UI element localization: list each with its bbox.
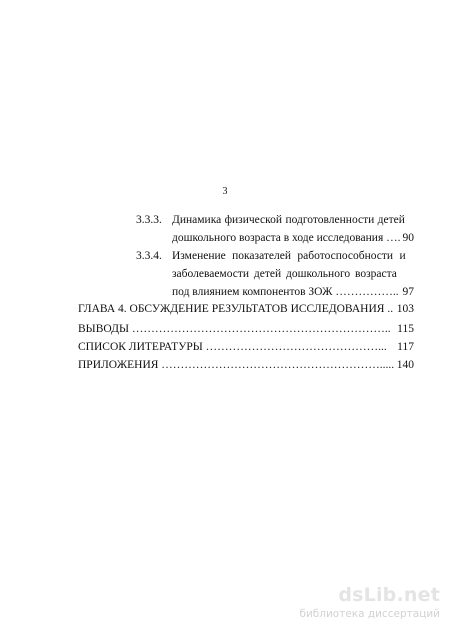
toc-entry-3-3-4-cont [172, 267, 414, 281]
toc-page-number: 117 [397, 341, 414, 353]
toc-entry-title-line: заболеваемости детей дошкольного возраста [172, 268, 397, 280]
dslib-watermark [300, 584, 440, 624]
toc-entry-number: 3.3.4. [136, 250, 162, 262]
watermark-subtitle: библиотека диссертаций [299, 608, 440, 620]
toc-entry-3-3-3 [136, 213, 414, 227]
toc-page-number: 140 [396, 359, 414, 371]
toc-entry-3-3-4-cont [172, 285, 414, 299]
toc-entry-title-line: Динамика физической подготовленности детей [172, 214, 405, 226]
toc-page-number: 90 [402, 232, 414, 244]
toc-entry-3-3-4 [136, 249, 414, 263]
toc-entry-title-line: Изменение показателей работоспособности и [172, 250, 406, 262]
toc-entry-title: СПИСОК ЛИТЕРАТУРЫ ………………………………………... [78, 341, 387, 353]
toc-entry-conclusions [78, 322, 414, 336]
toc-page-number: 97 [402, 286, 414, 298]
toc-entry-number: 3.3.3. [136, 214, 162, 226]
toc-entry-title: ПРИЛОЖЕНИЯ …………………………………………………..... [78, 359, 395, 371]
toc-entry-title-line: дошкольного возраста в ходе исследования …. [172, 232, 401, 244]
toc-page-number: 115 [397, 323, 414, 335]
page-number: 3 [222, 186, 228, 197]
toc-entry-title: ГЛАВА 4. ОБСУЖДЕНИЕ РЕЗУЛЬТАТОВ ИССЛЕДОВАНИЯ .. [78, 303, 394, 315]
toc-entry-title: ВЫВОДЫ ………………………………………………………….. [78, 323, 391, 335]
toc-entry-references [78, 340, 414, 354]
toc-entry-appendices [78, 358, 414, 372]
toc-entry-title-line: под влиянием компонентов ЗОЖ …………….. [172, 286, 399, 298]
toc-entry-chapter-4 [78, 302, 414, 316]
watermark-logo: dsLib.net [338, 584, 440, 606]
toc-page-number: 103 [396, 303, 414, 315]
toc-entry-3-3-3-cont [172, 231, 414, 245]
